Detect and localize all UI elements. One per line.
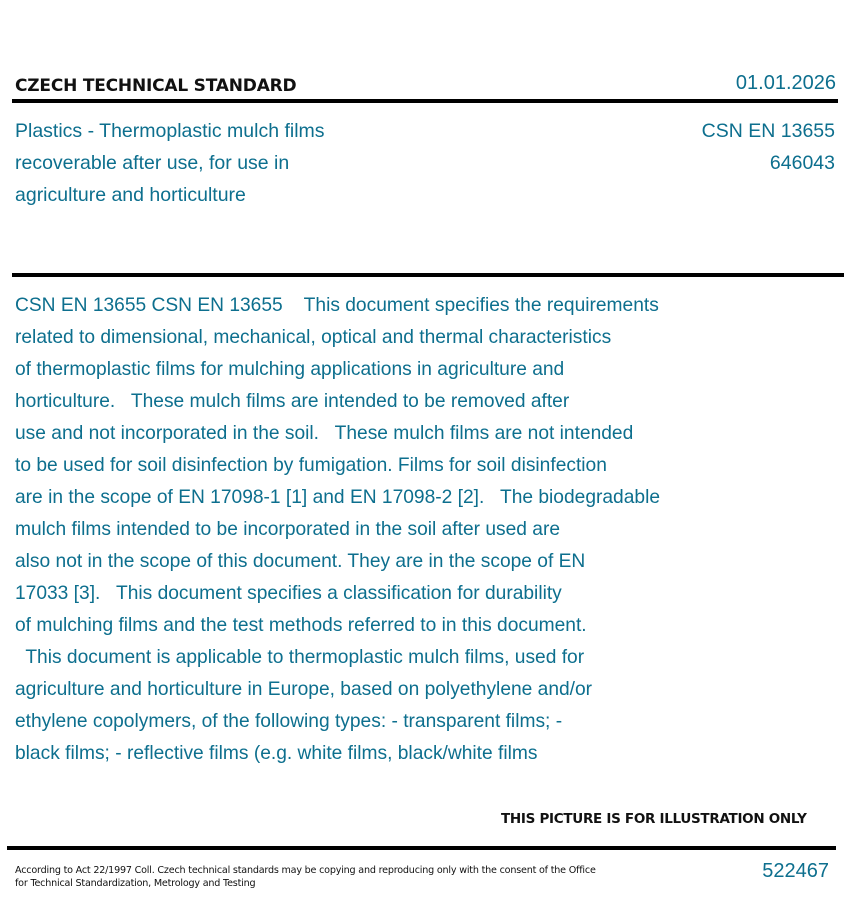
abstract-line: ethylene copolymers, of the following types: - transparent films; - — [15, 711, 563, 732]
class-number: 646043 — [769, 152, 835, 174]
document-title — [15, 115, 435, 211]
abstract-line: related to dimensional, mechanical, optical and thermal characteristics — [15, 327, 612, 348]
illustration-note: THIS PICTURE IS FOR ILLUSTRATION ONLY — [501, 811, 807, 827]
title-line: agriculture and horticulture — [15, 184, 246, 206]
document-type-label: CZECH TECHNICAL STANDARD — [15, 76, 297, 96]
standard-codes — [702, 115, 835, 179]
issue-date: 01.01.2026 — [735, 72, 836, 94]
catalog-number: 522467 — [762, 860, 829, 882]
abstract-line: mulch films intended to be incorporated in the soil after used are — [15, 519, 561, 540]
abstract-line: agriculture and horticulture in Europe, based on polyethylene and/or — [15, 679, 593, 700]
abstract-line: horticulture. These mulch films are intended to be removed after — [15, 391, 570, 412]
copyright-line: for Technical Standardization, Metrology and Testing — [15, 878, 256, 889]
abstract-line: also not in the scope of this document. They are in the scope of EN — [15, 551, 586, 572]
title-line: Plastics - Thermoplastic mulch films — [15, 120, 325, 142]
abstract-line: are in the scope of EN 17098-1 [1] and EN 17098-2 [2]. The biodegradable — [15, 487, 661, 508]
footer-divider — [7, 846, 836, 850]
abstract-line: black films; - reflective films (e.g. white films, black/white films — [15, 743, 538, 764]
abstract-line: of thermoplastic films for mulching applications in agriculture and — [15, 359, 565, 380]
abstract-line: use and not incorporated in the soil. These mulch films are not intended — [15, 423, 634, 444]
abstract-line: CSN EN 13655 CSN EN 13655 This document specifies the requirements — [15, 295, 659, 316]
abstract-line: to be used for soil disinfection by fumigation. Films for soil disinfection — [15, 455, 607, 476]
header-divider — [12, 99, 838, 103]
abstract-line: of mulching films and the test methods referred to in this document. — [15, 615, 587, 636]
standard-code: CSN EN 13655 — [701, 120, 835, 142]
abstract-text — [15, 290, 795, 770]
abstract-line: This document is applicable to thermoplastic mulch films, used for — [15, 647, 585, 668]
copyright-line: According to Act 22/1997 Coll. Czech technical standards may be copying and reproducing only with the consent of the Office — [15, 865, 596, 876]
title-divider — [12, 273, 844, 277]
title-line: recoverable after use, for use in — [15, 152, 290, 174]
copyright-note — [15, 864, 615, 890]
abstract-line: 17033 [3]. This document specifies a classification for durability — [15, 583, 562, 604]
